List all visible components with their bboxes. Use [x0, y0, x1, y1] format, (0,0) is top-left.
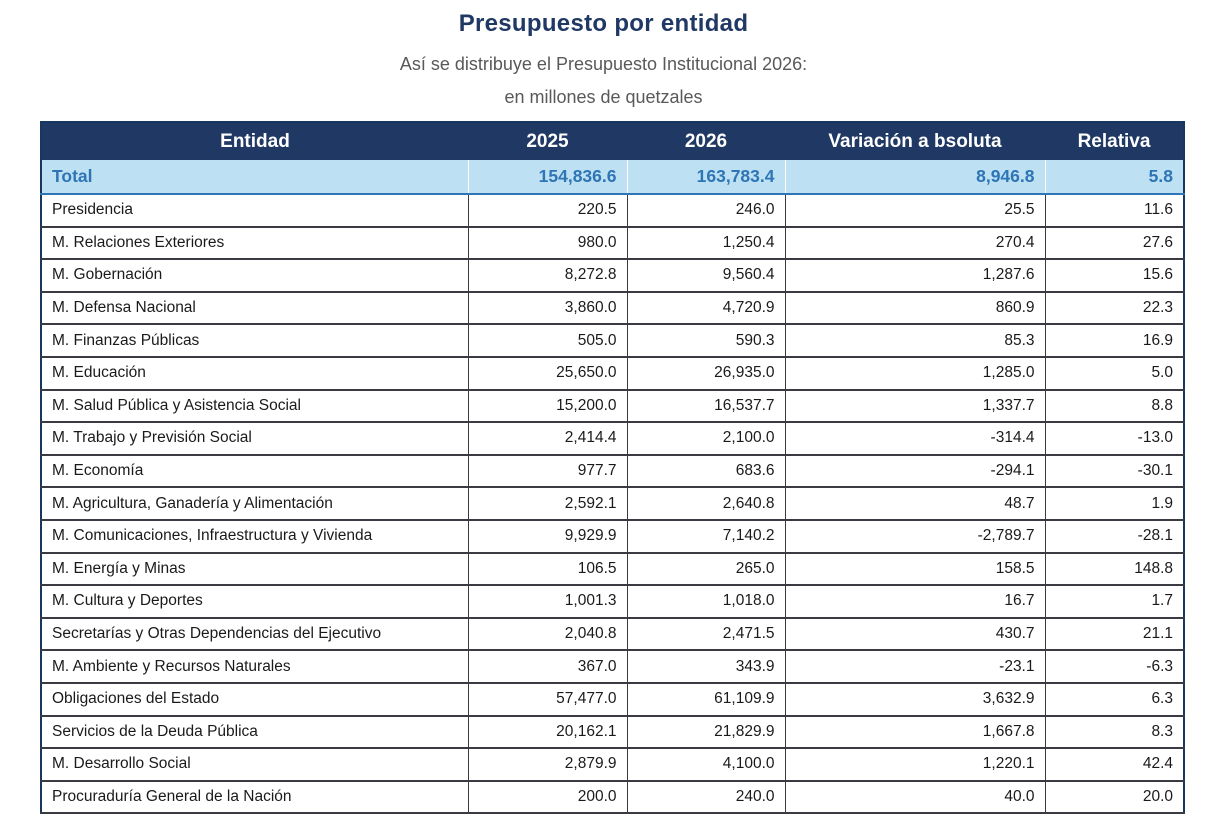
- table-row: [41, 650, 1184, 683]
- value-cell: 158.5: [785, 553, 1045, 586]
- entity-name-cell: M. Ambiente y Recursos Naturales: [41, 650, 468, 683]
- entity-name-cell: Procuraduría General de la Nación: [41, 781, 468, 814]
- budget-table: [40, 121, 1185, 814]
- value-cell: -28.1: [1045, 520, 1184, 553]
- value-cell: 1,337.7: [785, 390, 1045, 423]
- value-cell: -13.0: [1045, 422, 1184, 455]
- value-cell: 25,650.0: [468, 357, 627, 390]
- value-cell: 977.7: [468, 455, 627, 488]
- value-cell: 61,109.9: [627, 683, 785, 716]
- total-row: [41, 160, 1184, 194]
- table-row: [41, 585, 1184, 618]
- value-cell: 683.6: [627, 455, 785, 488]
- value-cell: 220.5: [468, 194, 627, 227]
- entity-name-cell: M. Salud Pública y Asistencia Social: [41, 390, 468, 423]
- value-cell: 15.6: [1045, 259, 1184, 292]
- table-row: [41, 618, 1184, 651]
- entity-name-cell: M. Relaciones Exteriores: [41, 227, 468, 260]
- table-body: [41, 194, 1184, 813]
- value-cell: 1,220.1: [785, 748, 1045, 781]
- value-cell: 26,935.0: [627, 357, 785, 390]
- value-cell: 200.0: [468, 781, 627, 814]
- value-cell: 246.0: [627, 194, 785, 227]
- value-cell: 367.0: [468, 650, 627, 683]
- total-2026-cell: 163,783.4: [627, 160, 785, 194]
- value-cell: 20.0: [1045, 781, 1184, 814]
- value-cell: 240.0: [627, 781, 785, 814]
- total-2025-cell: 154,836.6: [468, 160, 627, 194]
- page-title: Presupuesto por entidad: [458, 10, 749, 37]
- page-subtitle-line1: Así se distribuye el Presupuesto Institucional 2026:: [399, 54, 808, 74]
- value-cell: 5.0: [1045, 357, 1184, 390]
- value-cell: 21.1: [1045, 618, 1184, 651]
- column-header-relativa: Relativa: [1045, 122, 1184, 160]
- entity-name-cell: M. Trabajo y Previsión Social: [41, 422, 468, 455]
- value-cell: 1.7: [1045, 585, 1184, 618]
- value-cell: 505.0: [468, 324, 627, 357]
- column-header-2025: 2025: [468, 122, 627, 160]
- value-cell: -23.1: [785, 650, 1045, 683]
- page-subtitle-line2: en millones de quetzales: [504, 87, 703, 107]
- table-row: [41, 259, 1184, 292]
- entity-name-cell: Secretarías y Otras Dependencias del Ejecutivo: [41, 618, 468, 651]
- value-cell: 9,560.4: [627, 259, 785, 292]
- value-cell: -6.3: [1045, 650, 1184, 683]
- value-cell: 2,414.4: [468, 422, 627, 455]
- value-cell: 2,879.9: [468, 748, 627, 781]
- column-header-entidad: Entidad: [41, 122, 468, 160]
- value-cell: 16.7: [785, 585, 1045, 618]
- table-row: [41, 716, 1184, 749]
- table-header-row: [41, 122, 1184, 160]
- value-cell: 21,829.9: [627, 716, 785, 749]
- value-cell: 22.3: [1045, 292, 1184, 325]
- value-cell: 9,929.9: [468, 520, 627, 553]
- value-cell: -2,789.7: [785, 520, 1045, 553]
- table-row: [41, 422, 1184, 455]
- value-cell: 20,162.1: [468, 716, 627, 749]
- table-row: [41, 520, 1184, 553]
- table-row: [41, 748, 1184, 781]
- value-cell: 106.5: [468, 553, 627, 586]
- value-cell: -314.4: [785, 422, 1045, 455]
- value-cell: 1,287.6: [785, 259, 1045, 292]
- entity-name-cell: M. Defensa Nacional: [41, 292, 468, 325]
- value-cell: 2,040.8: [468, 618, 627, 651]
- value-cell: 2,471.5: [627, 618, 785, 651]
- value-cell: 85.3: [785, 324, 1045, 357]
- table-row: [41, 553, 1184, 586]
- table-row: [41, 292, 1184, 325]
- entity-name-cell: Obligaciones del Estado: [41, 683, 468, 716]
- value-cell: 1,018.0: [627, 585, 785, 618]
- table-row: [41, 455, 1184, 488]
- value-cell: 265.0: [627, 553, 785, 586]
- value-cell: 7,140.2: [627, 520, 785, 553]
- value-cell: 1.9: [1045, 487, 1184, 520]
- entity-name-cell: M. Gobernación: [41, 259, 468, 292]
- value-cell: 8.3: [1045, 716, 1184, 749]
- table-row: [41, 324, 1184, 357]
- table-row: [41, 390, 1184, 423]
- value-cell: 2,640.8: [627, 487, 785, 520]
- value-cell: 343.9: [627, 650, 785, 683]
- value-cell: -30.1: [1045, 455, 1184, 488]
- value-cell: 6.3: [1045, 683, 1184, 716]
- table-row: [41, 227, 1184, 260]
- entity-name-cell: M. Cultura y Deportes: [41, 585, 468, 618]
- value-cell: 2,100.0: [627, 422, 785, 455]
- value-cell: 270.4: [785, 227, 1045, 260]
- value-cell: 25.5: [785, 194, 1045, 227]
- entity-name-cell: M. Agricultura, Ganadería y Alimentación: [41, 487, 468, 520]
- value-cell: 48.7: [785, 487, 1045, 520]
- value-cell: 8.8: [1045, 390, 1184, 423]
- value-cell: 16.9: [1045, 324, 1184, 357]
- entity-name-cell: M. Energía y Minas: [41, 553, 468, 586]
- value-cell: 11.6: [1045, 194, 1184, 227]
- value-cell: 3,632.9: [785, 683, 1045, 716]
- column-header-2026: 2026: [627, 122, 785, 160]
- entity-name-cell: Servicios de la Deuda Pública: [41, 716, 468, 749]
- total-relativa-cell: 5.8: [1045, 160, 1184, 194]
- column-header-variacion-absoluta: Variación a bsoluta: [785, 122, 1045, 160]
- entity-name-cell: M. Finanzas Públicas: [41, 324, 468, 357]
- value-cell: 16,537.7: [627, 390, 785, 423]
- value-cell: 2,592.1: [468, 487, 627, 520]
- value-cell: 1,285.0: [785, 357, 1045, 390]
- table-row: [41, 781, 1184, 814]
- total-label-cell: Total: [41, 160, 468, 194]
- value-cell: 3,860.0: [468, 292, 627, 325]
- value-cell: 1,250.4: [627, 227, 785, 260]
- value-cell: 1,001.3: [468, 585, 627, 618]
- value-cell: 4,720.9: [627, 292, 785, 325]
- value-cell: 4,100.0: [627, 748, 785, 781]
- value-cell: 42.4: [1045, 748, 1184, 781]
- value-cell: -294.1: [785, 455, 1045, 488]
- value-cell: 148.8: [1045, 553, 1184, 586]
- table-row: [41, 194, 1184, 227]
- table-row: [41, 683, 1184, 716]
- table-row: [41, 357, 1184, 390]
- value-cell: 1,667.8: [785, 716, 1045, 749]
- value-cell: 8,272.8: [468, 259, 627, 292]
- value-cell: 57,477.0: [468, 683, 627, 716]
- entity-name-cell: M. Educación: [41, 357, 468, 390]
- value-cell: 860.9: [785, 292, 1045, 325]
- value-cell: 40.0: [785, 781, 1045, 814]
- entity-name-cell: M. Desarrollo Social: [41, 748, 468, 781]
- value-cell: 15,200.0: [468, 390, 627, 423]
- entity-name-cell: M. Economía: [41, 455, 468, 488]
- value-cell: 430.7: [785, 618, 1045, 651]
- total-variacion-absoluta-cell: 8,946.8: [785, 160, 1045, 194]
- value-cell: 980.0: [468, 227, 627, 260]
- value-cell: 27.6: [1045, 227, 1184, 260]
- entity-name-cell: Presidencia: [41, 194, 468, 227]
- entity-name-cell: M. Comunicaciones, Infraestructura y Vivienda: [41, 520, 468, 553]
- value-cell: 590.3: [627, 324, 785, 357]
- table-row: [41, 487, 1184, 520]
